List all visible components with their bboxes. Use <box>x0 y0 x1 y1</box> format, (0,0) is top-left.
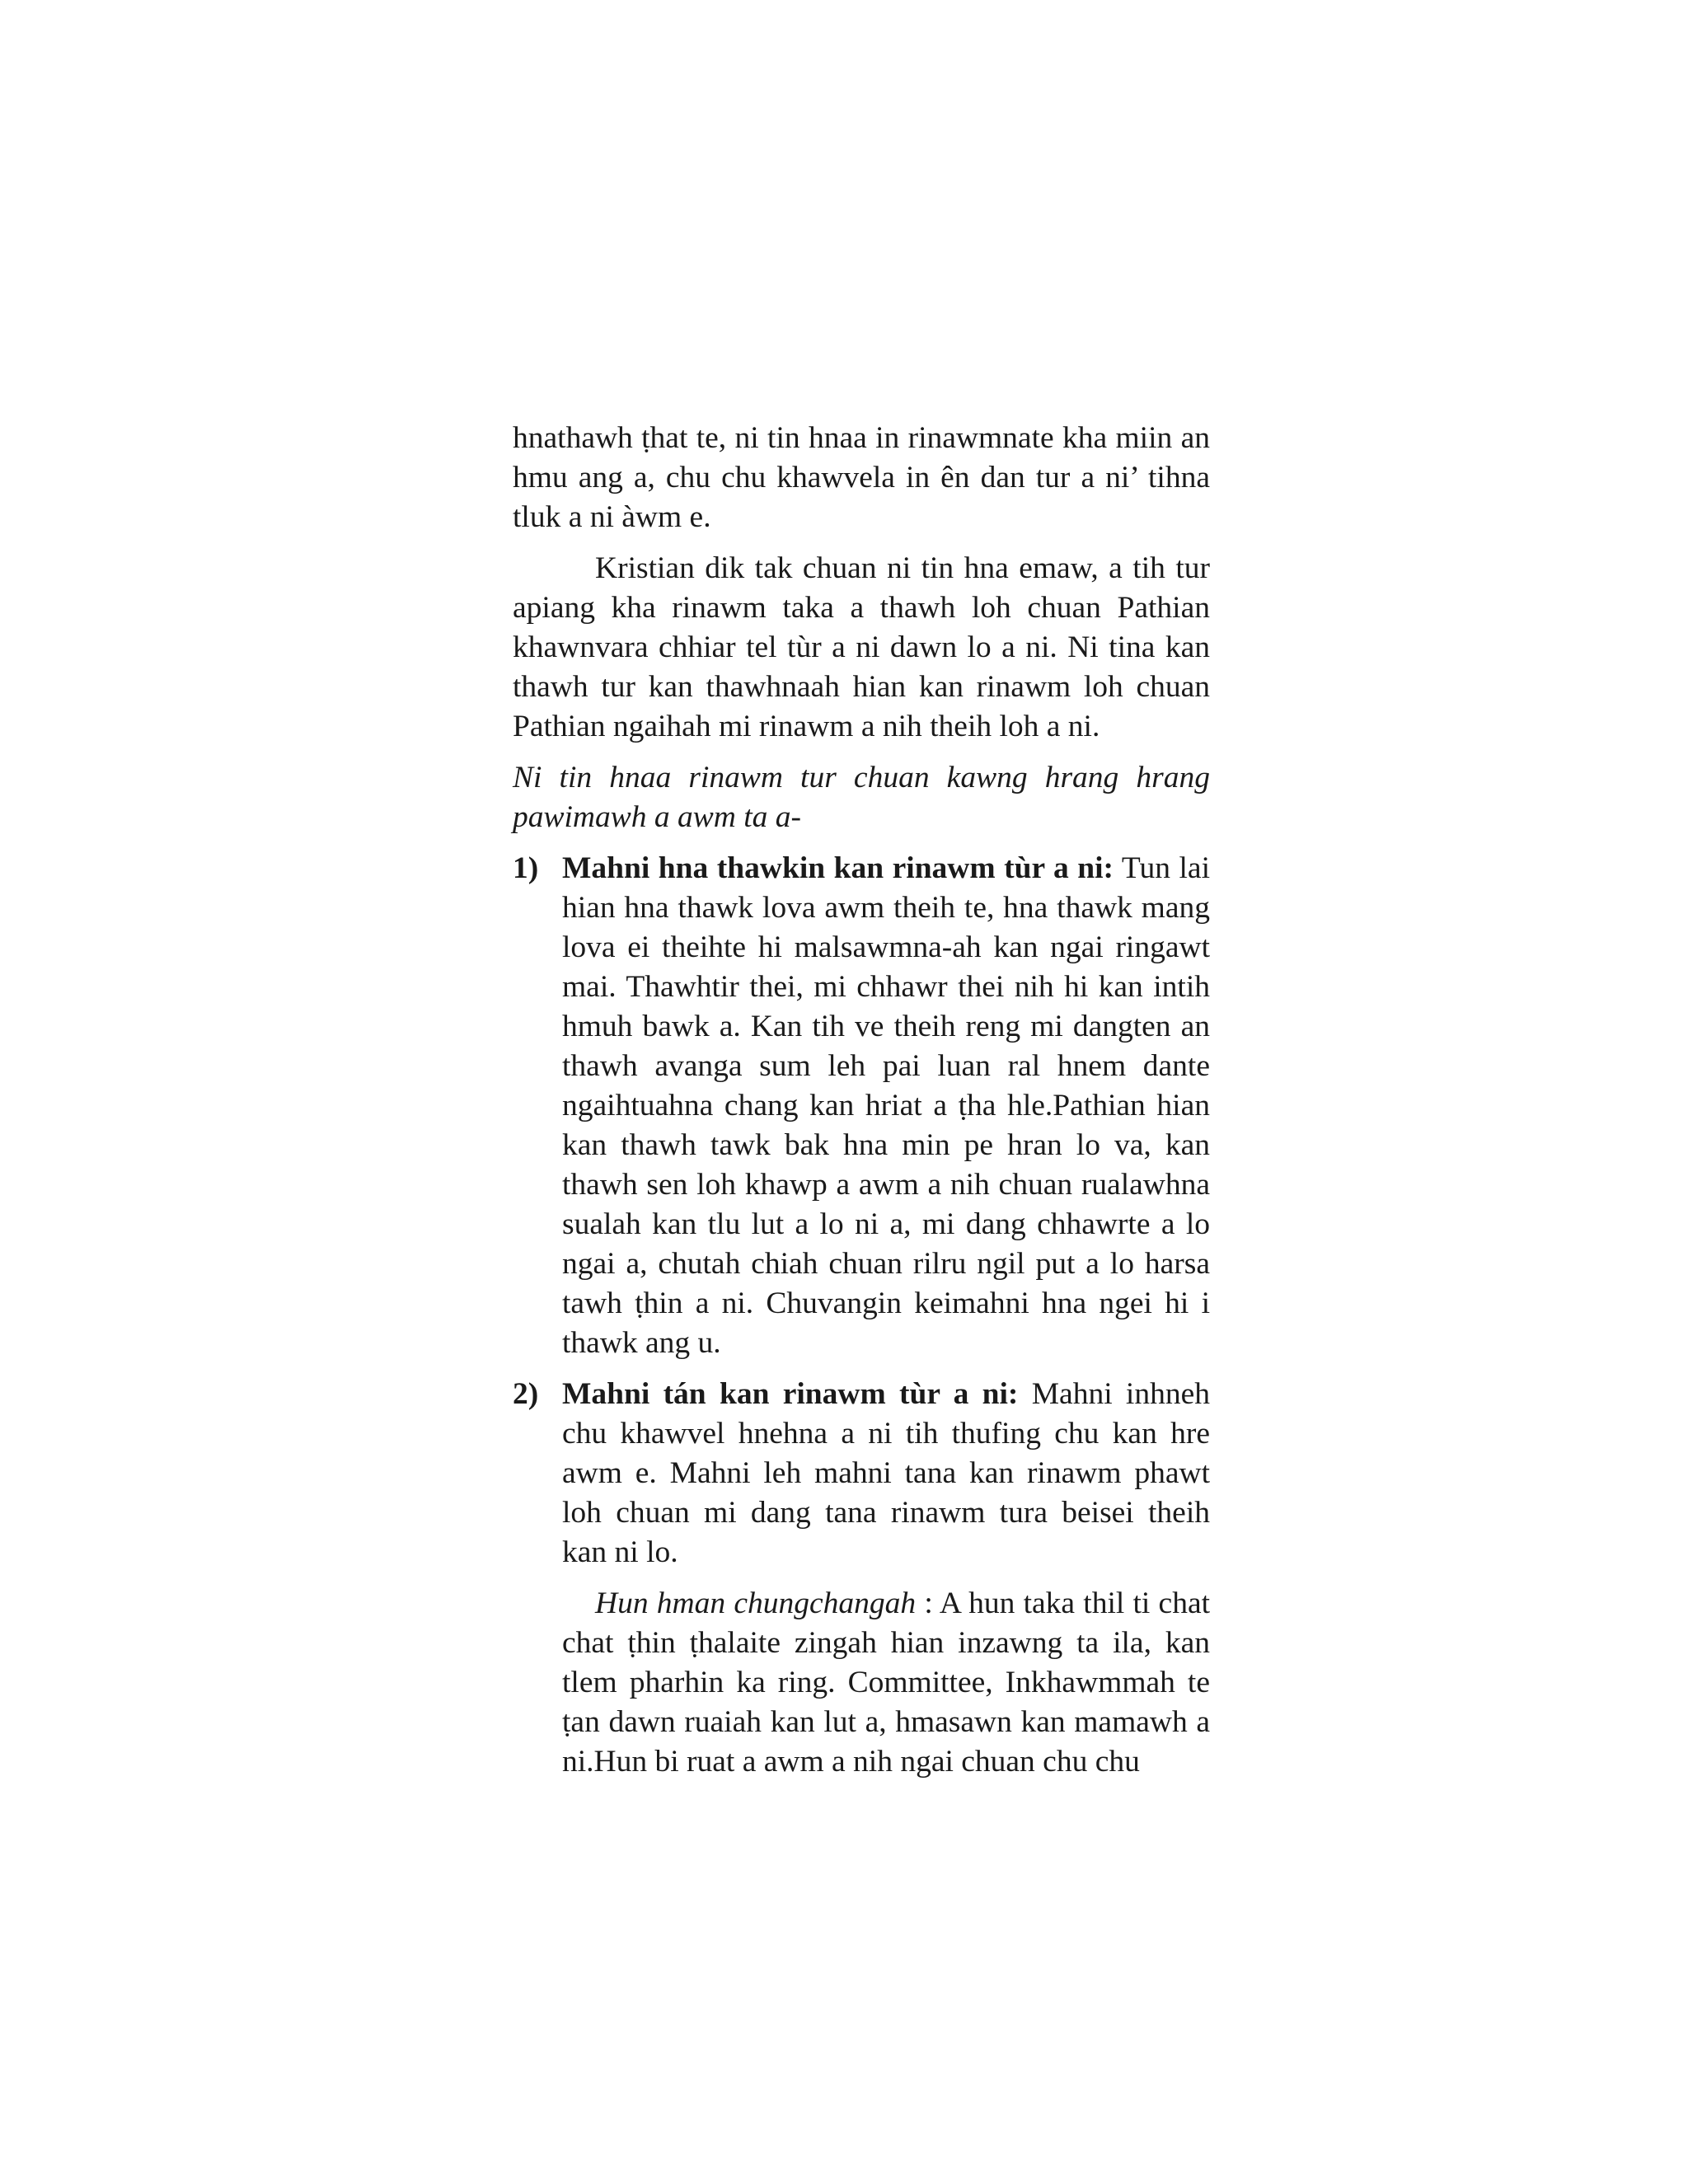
list-item-body: Mahni inhneh chu khawvel hnehna a ni tih thufing chu kan hre awm e. Mahni leh mahni tana kan rinawm phawt loh chuan mi dang tana rinawm tura beisei theih kan ni lo. <box>562 1377 1210 1569</box>
sub-paragraph-hun-hman <box>513 1584 1210 1782</box>
body-text <box>513 419 1210 1782</box>
sub-paragraph-lead: Hun hman chungchangah <box>595 1586 917 1620</box>
list-item-number: 2) <box>513 1377 539 1411</box>
paragraph-intro-italic: Ni tin hnaa rinawm tur chuan kawng hrang hrang pawimawh a awm ta a- <box>513 761 1210 834</box>
list-item-body: Tun lai hian hna thawk lova awm theih te, hna thawk mang lova ei theihte hi malsawmna-ah kan ngai ringawt mai. Thawhtir thei, mi chhawr thei nih hi kan intih hmuh bawk a. Kan tih ve theih reng mi dangten an thawh avanga sum leh pai luan ral hnem dante ngaihtuahna chang kan hriat a ṭha hle.Pathian hian kan thawh tawk bak hna min pe hran lo va, kan thawh sen loh khawp a awm a nih chuan rualawhna sualah kan tlu lut a lo ni a, mi dang chhawrte a lo ngai a, chutah chiah chuan rilru ngil put a lo harsa tawh ṭhin a ni. Chuvangin keimahni hna ngei hi i thawk ang u. <box>562 851 1210 1360</box>
list-item-2 <box>513 1375 1210 1572</box>
sub-paragraph-body: : A hun taka thil ti chat chat ṭhin ṭhalaite zingah hian inzawng ta ila, kan tlem pharhin ka ring. Committee, Inkhawmmah te ṭan dawn ruaiah kan lut a, hmasawn kan mamawh a ni.Hun bi ruat a awm a nih ngai chuan chu chu <box>562 1586 1211 1779</box>
paragraph-kristian: Kristian dik tak chuan ni tin hna emaw, a tih tur apiang kha rinawm taka a thawh loh chuan Pathian khawnvara chhiar tel tùr a ni dawn lo a ni. Ni tina kan thawh tur kan thawhnaah hian kan rinawm loh chuan Pathian ngaihah mi rinawm a nih theih loh a ni. <box>513 551 1210 743</box>
list-item-number: 1) <box>513 851 539 885</box>
list-item-title: Mahni hna thawkin kan rinawm tùr a ni: <box>562 851 1114 885</box>
list-item-1 <box>513 849 1210 1363</box>
list-item-title: Mahni tán kan rinawm tùr a ni: <box>562 1377 1019 1411</box>
paragraph-continuation: hnathawh ṭhat te, ni tin hnaa in rinawmnate kha miin an hmu ang a, chu chu khawvela in ên dan tur a ni’ tihna tluk a ni àwm e. <box>513 421 1210 534</box>
